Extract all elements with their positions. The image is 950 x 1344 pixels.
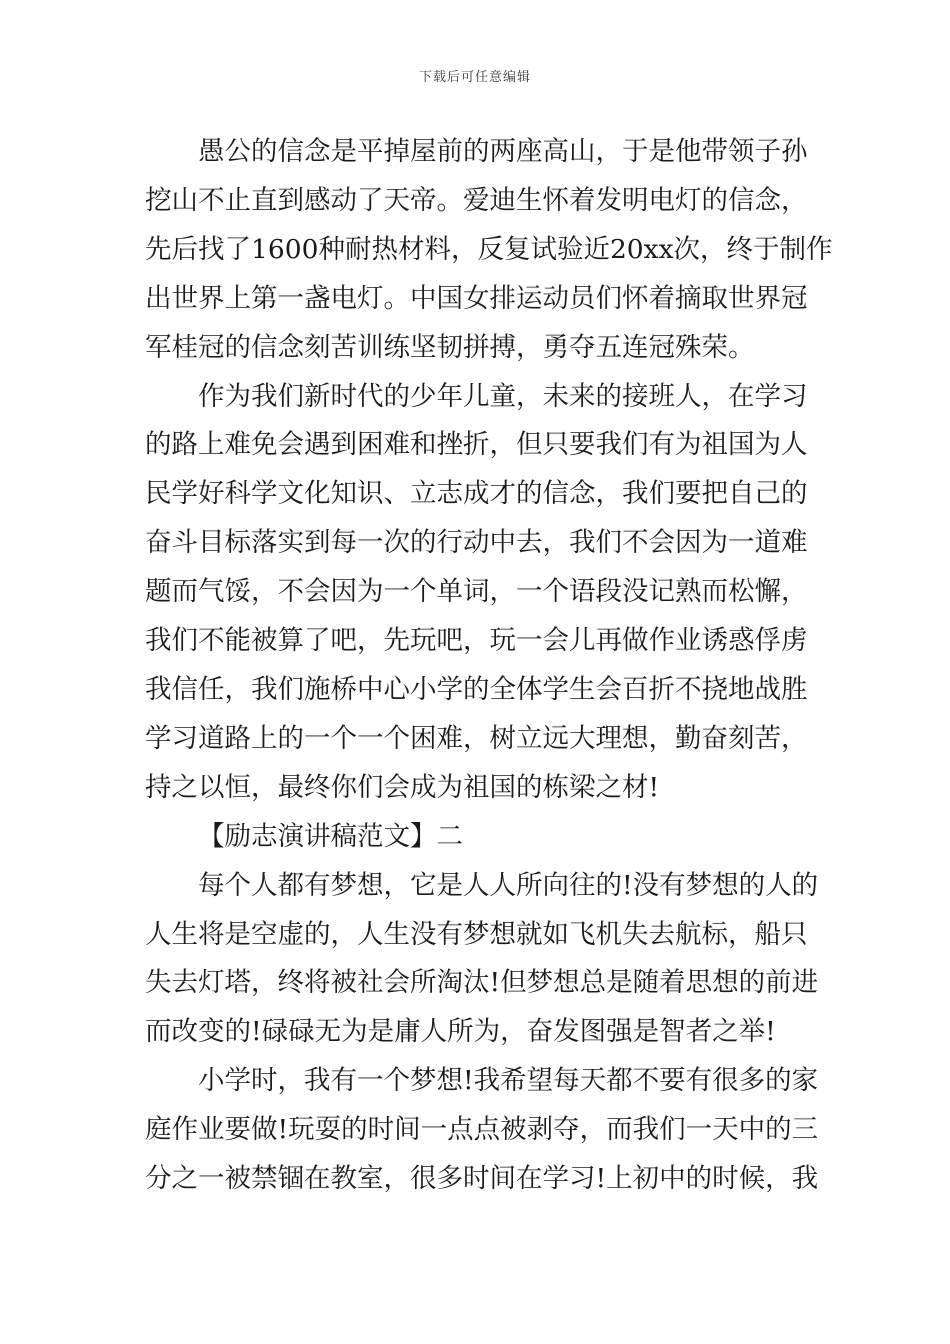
text-line: 每个人都有梦想，它是人人所向往的!没有梦想的人的	[198, 869, 819, 901]
text-line: 人生将是空虚的，人生没有梦想就如飞机失去航标，船只	[145, 918, 808, 950]
section-heading	[145, 813, 807, 862]
text-line: 军桂冠的信念刻苦训练坚韧拼搏，勇夺五连冠殊荣。	[145, 331, 755, 363]
text-line: 奋斗目标落实到每一次的行动中去，我们不会因为一道难	[145, 527, 808, 559]
text-line: 失去灯塔，终将被社会所淘汰!但梦想总是随着思想的前进	[145, 967, 819, 999]
text-line: 题而气馁，不会因为一个单词，一个语段没记熟而松懈，	[145, 576, 808, 608]
text-line: 民学好科学文化知识、立志成才的信念，我们要把自己的	[145, 478, 808, 510]
text-line: 持之以恒，最终你们会成为祖国的栋梁之材!	[145, 771, 660, 803]
text-line: 先后找了1600种耐热材料，反复试验近20xx次，终于制作	[145, 233, 833, 265]
text-line: 小学时，我有一个梦想!我希望每天都不要有很多的家	[198, 1065, 819, 1097]
paragraph	[145, 862, 819, 1058]
header-note: 下载后可任意编辑	[418, 70, 531, 85]
paragraph	[145, 1057, 819, 1204]
text-line: 挖山不止直到感动了天帝。爱迪生怀着发明电灯的信念，	[145, 184, 808, 216]
text-line: 的路上难免会遇到困难和挫折，但只要我们有为祖国为人	[145, 429, 808, 461]
document-body	[145, 128, 833, 1204]
text-line: 学习道路上的一个一个困难，树立远大理想，勤奋刻苦，	[145, 722, 808, 754]
text-line: 出世界上第一盏电灯。中国女排运动员们怀着摘取世界冠	[145, 282, 808, 314]
text-line: 【励志演讲稿范文】二	[198, 820, 463, 852]
text-line: 分之一被禁锢在教室，很多时间在学习!上初中的时候，我	[145, 1163, 819, 1195]
text-line: 愚公的信念是平掉屋前的两座高山，于是他带领子孙	[198, 136, 808, 167]
text-line: 我们不能被算了吧，先玩吧，玩一会儿再做作业诱惑俘虏	[145, 625, 808, 657]
paragraph	[145, 373, 807, 813]
text-line: 而改变的!碌碌无为是庸人所为，奋发图强是智者之举!	[145, 1016, 776, 1048]
text-line: 庭作业要做!玩耍的时间一点点被剥夺，而我们一天中的三	[145, 1114, 819, 1146]
text-line: 作为我们新时代的少年儿童，未来的接班人，在学习	[198, 380, 808, 412]
paragraph	[145, 128, 833, 373]
text-line: 我信任，我们施桥中心小学的全体学生会百折不挠地战胜	[145, 673, 808, 705]
